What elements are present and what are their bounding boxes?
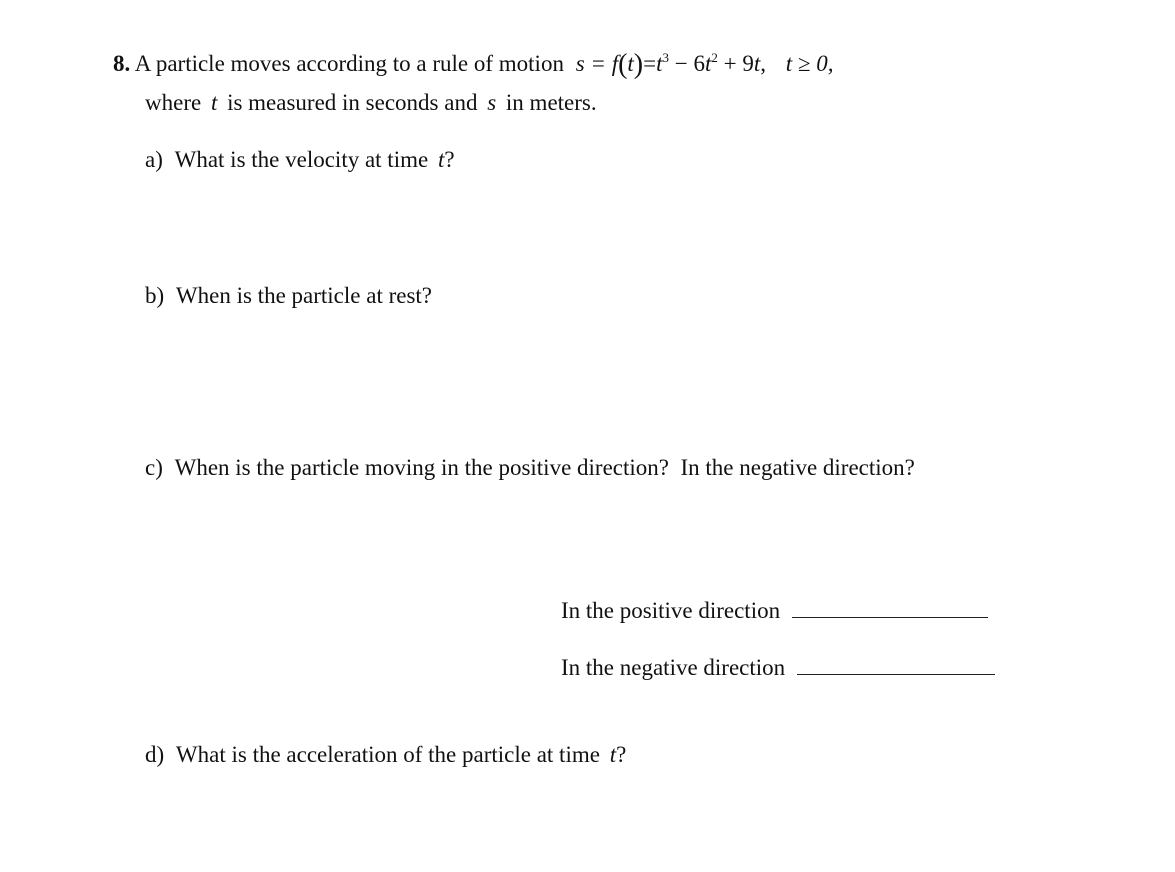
negative-direction-answer	[561, 656, 995, 679]
part-a-end: ?	[444, 147, 455, 172]
equation-t2: t	[704, 51, 712, 76]
equation-var: t	[627, 51, 634, 76]
part-d-label: d)	[145, 742, 165, 767]
negative-direction-blank[interactable]	[797, 673, 995, 675]
part-c-label: c)	[145, 455, 163, 480]
problem-statement-line-2	[145, 91, 597, 114]
where-s-var: s	[487, 90, 497, 115]
equation-op2: + 9	[723, 51, 754, 76]
problem-statement-line-1	[113, 51, 834, 79]
equation-op1: − 6	[674, 51, 705, 76]
equation-t1: t	[656, 51, 663, 76]
where-mid-text: is measured in seconds and	[227, 90, 478, 115]
part-b-label: b)	[145, 283, 165, 308]
part-d-question	[145, 743, 626, 766]
where-text: where	[145, 90, 202, 115]
part-a-var: t	[437, 147, 445, 172]
equation-exp1: 3	[662, 50, 669, 65]
equation-exp2: 2	[711, 50, 718, 65]
part-a-text: What is the velocity at time	[174, 147, 429, 172]
equation-condition: t ≥ 0,	[785, 51, 834, 76]
positive-direction-label: In the positive direction	[561, 598, 781, 623]
equation-lhs: s =	[575, 51, 606, 76]
part-d-text: What is the acceleration of the particle at time	[175, 742, 600, 767]
part-d-end: ?	[616, 742, 627, 767]
part-c-text: When is the particle moving in the positive direction? In the negative direction?	[174, 455, 915, 480]
equation-t3: t	[753, 51, 761, 76]
part-d-var: t	[609, 742, 617, 767]
part-a-question	[145, 148, 455, 171]
part-a-label: a)	[145, 147, 163, 172]
negative-direction-label: In the negative direction	[561, 655, 786, 680]
positive-direction-answer	[561, 599, 988, 622]
part-b-text: When is the particle at rest?	[175, 283, 432, 308]
problem-number: 8.	[113, 51, 131, 76]
motion-equation: $s = f(t)=t^3 - 6t^2 + 9t$, t ≥ 0,	[575, 49, 834, 80]
equation-fn: f	[611, 51, 619, 76]
problem-intro-text: A particle moves according to a rule of motion	[134, 51, 564, 76]
equation-equals: =	[643, 51, 657, 76]
where-end-text: in meters.	[505, 90, 597, 115]
where-t-var: t	[210, 90, 218, 115]
equation-comma: ,	[760, 51, 766, 76]
positive-direction-blank[interactable]	[792, 616, 988, 618]
part-c-question	[145, 456, 915, 479]
part-b-question	[145, 284, 432, 307]
